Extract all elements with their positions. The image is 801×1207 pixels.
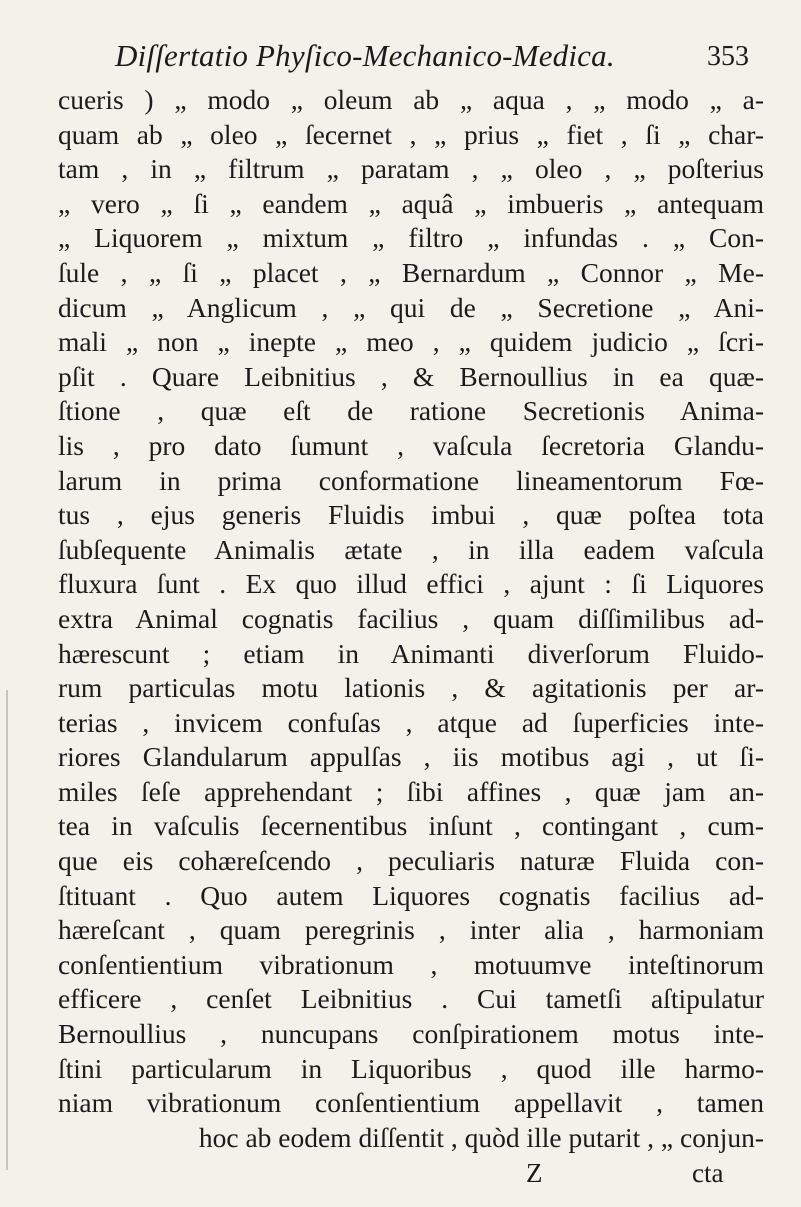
- text-line: quam ab „ oleo „ ſecernet , „ prius „ fiet , ſi „ char-: [58, 118, 764, 150]
- text-line: hoc ab eodem diſſentit , quòd ille putarit , „ conjun-: [198, 1121, 764, 1153]
- text-line: ſtione , quæ eſt de ratione Secretionis Anima-: [58, 395, 764, 427]
- signature-mark: Z: [526, 1158, 543, 1188]
- text-line: ſule , „ ſi „ placet , „ Bernardum „ Connor „ Me-: [58, 256, 764, 288]
- text-line: terias , invicem confuſas , atque ad ſuperficies inte-: [58, 706, 764, 738]
- page-header: [0, 38, 801, 78]
- page-number: 353: [707, 41, 749, 72]
- text-line: miles ſeſe apprehendant ; ſibi affines , quæ jam an-: [58, 775, 764, 807]
- page-footer: [0, 1158, 801, 1192]
- text-line: tam , in „ filtrum „ paratam , „ oleo , „ poſterius: [58, 153, 764, 185]
- text-line: niam vibrationum conſentientium appellavit , tamen: [58, 1087, 764, 1119]
- text-line: extra Animal cognatis facilius , quam diſſimilibus ad-: [58, 602, 764, 634]
- running-title: Diſſertatio Phyſico-Mechanico-Medica.: [115, 38, 615, 73]
- text-line: ſtituant . Quo autem Liquores cognatis facilius ad-: [58, 879, 764, 911]
- text-line: hærescunt ; etiam in Animanti diverſorum Fluido-: [58, 637, 764, 669]
- page-edge-shadow: [6, 690, 8, 1170]
- text-line: riores Glandularum appulſas , iis motibus agi , ut ſi-: [58, 741, 764, 773]
- text-line: efficere , cenſet Leibnitius . Cui tametſi aſtipulatur: [58, 983, 764, 1015]
- text-line: hæreſcant , quam peregrinis , inter alia , harmoniam: [58, 914, 764, 946]
- text-line: rum particulas motu lationis , & agitationis per ar-: [58, 672, 764, 704]
- text-line: conſentientium vibrationum , motuumve inteſtinorum: [58, 948, 764, 980]
- text-line: pſit . Quare Leibnitius , & Bernoullius in ea quæ-: [58, 360, 764, 392]
- text-line: tea in vaſculis ſecernentibus inſunt , contingant , cum-: [58, 810, 764, 842]
- text-line: fluxura ſunt . Ex quo illud effici , ajunt : ſi Liquores: [58, 568, 764, 600]
- body-text: [58, 83, 764, 1155]
- text-line: tus , ejus generis Fluidis imbui , quæ poſtea tota: [58, 499, 764, 531]
- text-line: que eis cohæreſcendo , peculiaris naturæ Fluida con-: [58, 845, 764, 877]
- text-line: „ vero „ ſi „ eandem „ aquâ „ imbueris „ antequam: [58, 187, 764, 219]
- text-line: dicum „ Anglicum , „ qui de „ Secretione „ Ani-: [58, 291, 764, 323]
- text-line: „ Liquorem „ mixtum „ filtro „ infundas . „ Con-: [58, 222, 764, 254]
- text-line: lis , pro dato ſumunt , vaſcula ſecretoria Glandu-: [58, 429, 764, 461]
- text-line: Bernoullius , nuncupans conſpirationem motus inte-: [58, 1018, 764, 1050]
- text-line: mali „ non „ inepte „ meo , „ quidem judicio „ ſcri-: [58, 326, 764, 358]
- text-line: ſubſequente Animalis ætate , in illa eadem vaſcula: [58, 533, 764, 565]
- text-line: ſtini particularum in Liquoribus , quod ille harmo-: [58, 1052, 764, 1084]
- text-line: larum in prima conformatione lineamentorum Fœ-: [58, 464, 764, 496]
- text-line: cueris ) „ modo „ oleum ab „ aqua , „ modo „ a-: [58, 84, 764, 115]
- catchword: cta: [692, 1158, 724, 1188]
